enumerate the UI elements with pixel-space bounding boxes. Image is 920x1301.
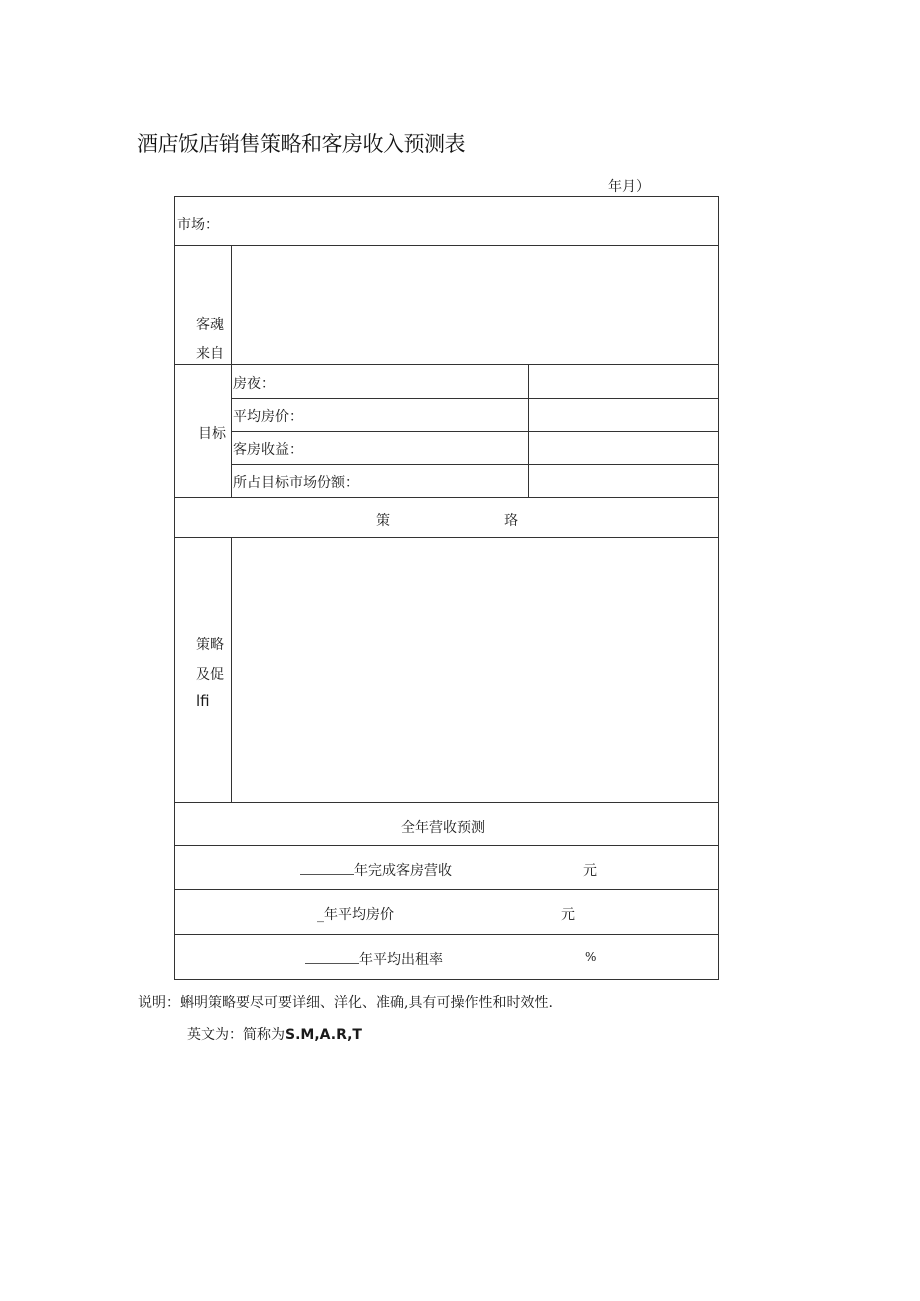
forecast-row-revenue <box>175 846 718 890</box>
forecast-occupancy-label: 年平均出租率 <box>359 952 443 968</box>
strategy-header-left: 策 <box>376 513 390 529</box>
guest-source-label-line2: 来自 <box>196 346 224 362</box>
forecast-occupancy-unit: % <box>585 950 597 964</box>
date-note: 年月） <box>608 179 650 195</box>
promotion-label-line2: 及促 <box>196 667 224 683</box>
smart-acronym: S.M,A.R,T <box>285 1027 362 1043</box>
year-blank[interactable]: _ <box>317 907 324 923</box>
footnote-line2 <box>187 1024 362 1044</box>
targets-row <box>175 365 718 498</box>
target-market-share-field[interactable] <box>529 465 718 497</box>
targets-label: 目标 <box>198 426 226 442</box>
promotion-label-line1: 策略 <box>196 637 224 653</box>
forecast-avg-rate-item <box>317 904 394 924</box>
forecast-revenue-label: 年完成客房营收 <box>354 863 452 879</box>
target-room-nights-field[interactable] <box>529 365 718 398</box>
market-row <box>175 197 718 246</box>
forecast-row-occupancy <box>175 935 718 981</box>
footnote-line2-prefix: 英文为：简称为 <box>187 1027 285 1043</box>
year-blank[interactable] <box>305 950 359 964</box>
promotion-row <box>175 538 718 803</box>
promotion-field[interactable] <box>232 538 718 802</box>
forecast-header: 全年营收预测 <box>401 820 485 836</box>
forecast-revenue-item <box>300 860 452 880</box>
forecast-avg-rate-label: 年平均房价 <box>324 907 394 923</box>
target-market-share-label: 所占目标市场份额： <box>233 475 359 491</box>
forecast-occupancy-item <box>305 949 443 969</box>
forecast-form <box>174 196 719 980</box>
target-avg-rate-label: 平均房价： <box>233 409 303 425</box>
market-label: 市场： <box>177 217 219 233</box>
strategy-header-right: 珞 <box>504 513 518 529</box>
target-avg-rate-field[interactable] <box>529 399 718 431</box>
target-room-nights-label: 房夜： <box>233 376 275 392</box>
strategy-header-row <box>175 498 718 538</box>
guest-source-row <box>175 246 718 365</box>
guest-source-field[interactable] <box>232 246 718 364</box>
footnote-line1: 说明：蝌明策略要尽可要详细、洋化、准确,具有可操作性和时效性. <box>138 995 553 1011</box>
page-title: 酒店饭店销售策略和客房收入预测表 <box>137 132 465 156</box>
guest-source-label-line1: 客魂 <box>196 317 224 333</box>
year-blank[interactable] <box>300 861 354 875</box>
promotion-label-line3: lfi <box>196 692 210 710</box>
forecast-header-row <box>175 803 718 846</box>
target-room-revenue-field[interactable] <box>529 432 718 464</box>
forecast-avg-rate-unit: 元 <box>561 907 575 923</box>
forecast-revenue-unit: 元 <box>583 863 597 879</box>
forecast-row-avg-rate <box>175 890 718 935</box>
target-room-revenue-label: 客房收益： <box>233 442 303 458</box>
